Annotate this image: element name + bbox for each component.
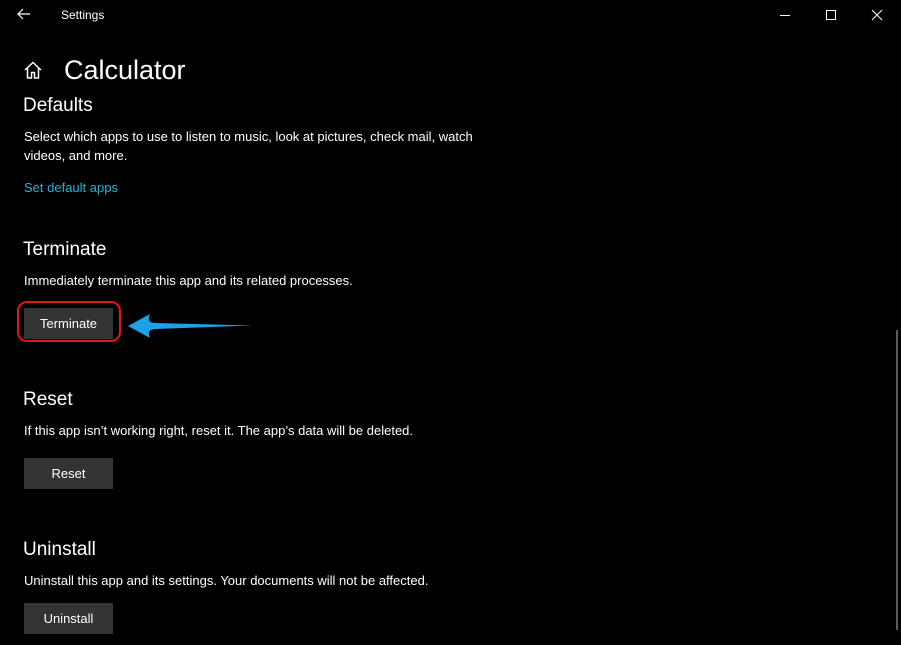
maximize-button[interactable] [808,0,854,30]
reset-button[interactable]: Reset [24,458,113,489]
page-header [22,52,186,88]
terminate-description: Immediately terminate this app and its related processes. [24,273,353,288]
uninstall-heading: Uninstall [23,539,96,560]
close-icon [871,9,883,21]
uninstall-button[interactable]: Uninstall [24,603,113,634]
minimize-button[interactable] [762,0,808,30]
defaults-description: Select which apps to use to listen to music, look at pictures, check mail, watch videos, and more. [24,129,473,163]
page-title: Calculator [64,54,186,85]
maximize-icon [825,9,837,21]
terminate-button[interactable]: Terminate [24,308,113,339]
back-arrow-icon [17,8,31,20]
back-button[interactable] [11,3,37,25]
reset-description: If this app isn’t working right, reset it. The app’s data will be deleted. [24,423,414,438]
highlight-ring [17,301,121,342]
scrollbar[interactable] [896,330,898,630]
uninstall-description: Uninstall this app and its settings. Your documents will not be affected. [24,573,429,588]
set-default-apps-link[interactable]: Set default apps [24,180,118,195]
defaults-heading: Defaults [23,95,93,116]
close-button[interactable] [854,0,900,30]
callout-arrow-icon [126,311,256,341]
home-icon[interactable] [22,59,44,81]
terminate-heading: Terminate [23,239,107,260]
reset-heading: Reset [23,389,73,410]
title-bar [0,0,901,30]
window-title: Settings [61,8,105,22]
minimize-icon [779,9,791,21]
